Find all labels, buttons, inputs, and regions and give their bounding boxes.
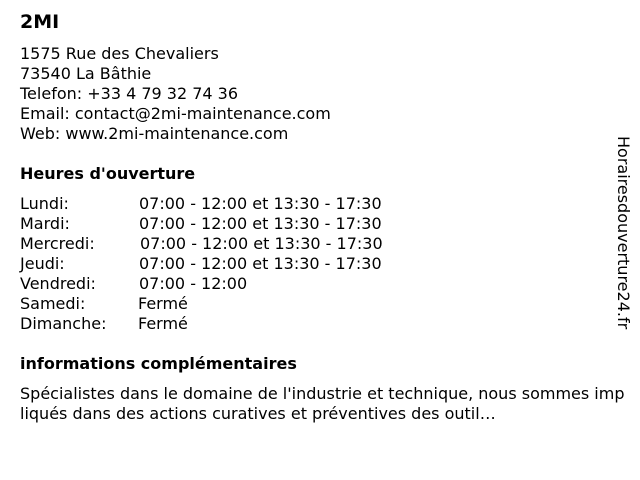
day-label: Vendredi: <box>20 274 96 293</box>
day-label: Jeudi: <box>20 254 65 273</box>
day-hours: Fermé <box>138 314 188 333</box>
day-hours: 07:00 - 12:00 <box>139 274 248 293</box>
opening-hours-heading: Heures d'ouverture <box>20 164 196 183</box>
day-label: Samedi: <box>20 294 86 313</box>
phone-line: Telefon: +33 4 79 32 74 36 <box>20 84 239 103</box>
additional-info-heading: informations complémentaires <box>20 354 297 373</box>
day-hours: 07:00 - 12:00 et 13:30 - 17:30 <box>139 254 382 273</box>
day-label: Mercredi: <box>20 234 95 253</box>
day-hours: 07:00 - 12:00 et 13:30 - 17:30 <box>139 194 382 213</box>
street-address: 1575 Rue des Chevaliers <box>20 44 219 63</box>
city-address: 73540 La Bâthie <box>20 64 152 83</box>
day-hours: 07:00 - 12:00 et 13:30 - 17:30 <box>140 234 383 253</box>
site-watermark: Horairesdouverture24.fr <box>614 136 633 330</box>
business-description: Spécialistes dans le domaine de l'industrie et technique, nous sommes impliqués dans des actions curatives et préventives des outil… <box>20 384 625 423</box>
day-hours: Fermé <box>138 294 188 313</box>
day-label: Lundi: <box>20 194 69 213</box>
day-hours: 07:00 - 12:00 et 13:30 - 17:30 <box>139 214 382 233</box>
website-line: Web: www.2mi-maintenance.com <box>20 124 289 143</box>
email-line: Email: contact@2mi-maintenance.com <box>20 104 331 123</box>
day-label: Mardi: <box>20 214 70 233</box>
address-block <box>20 44 331 144</box>
day-label: Dimanche: <box>20 314 107 333</box>
business-name: 2MI <box>20 11 60 33</box>
